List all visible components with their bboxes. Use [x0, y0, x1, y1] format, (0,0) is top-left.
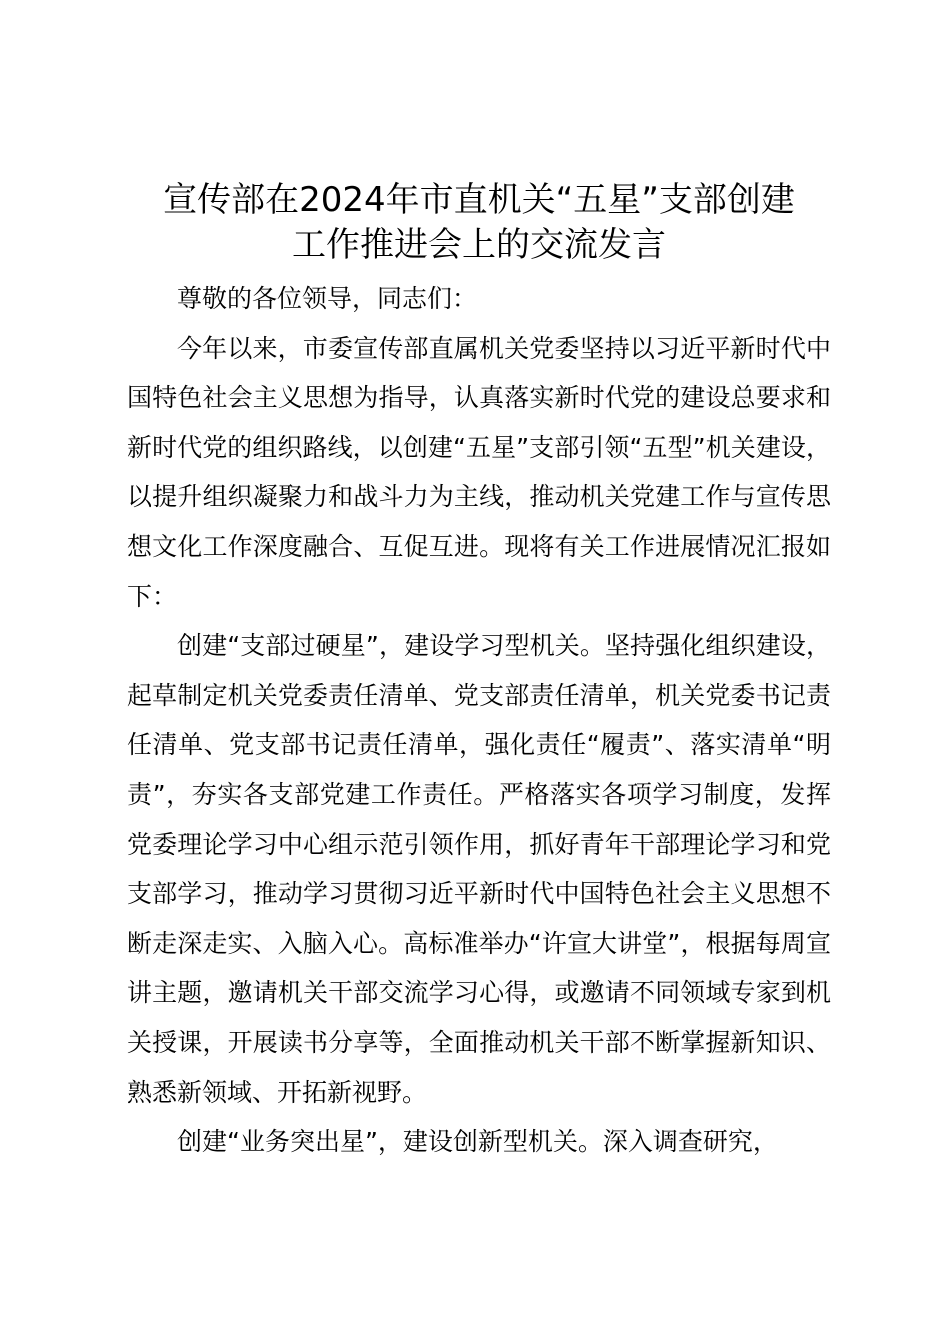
- title-line-2: 工作推进会上的交流发言: [292, 225, 666, 265]
- paragraph-branch-star: 创建“支部过硬星”，建设学习型机关。坚持强化组织建设，起草制定机关党委责任清单、党支部责任清单，机关党委书记责任清单、党支部书记责任清单，强化责任“履责”、落实清单“明责”，夯实各支部党建工作责任。严格落实各项学习制度，发挥党委理论学习中心组示范引领作用，抓好青年干部理论学习和党支部学习，推动学习贯彻习近平新时代中国特色社会主义思想不断走深走实、入脑入心。高标准举办“许宣大讲堂”，根据每周宣讲主题，邀请机关干部交流学习心得，或邀请不同领域专家到机关授课，开展读书分享等，全面推动机关干部不断掌握新知识、熟悉新领域、开拓新视野。: [127, 631, 831, 1107]
- salutation: 尊敬的各位领导，同志们：: [177, 284, 478, 313]
- title-line-1: 宣传部在2024年市直机关“五星”支部创建: [163, 180, 795, 220]
- paragraph-intro: 今年以来，市委宣传部直属机关党委坚持以习近平新时代中国特色社会主义思想为指导，认真落实新时代党的建设总要求和新时代党的组织路线，以创建“五星”支部引领“五型”机关建设，以提升组织凝聚力和战斗力为主线，推动机关党建工作与宣传思想文化工作深度融合、互促互进。现将有关工作进展情况汇报如下：: [127, 333, 831, 611]
- document-body: [127, 274, 831, 1167]
- document-title: [127, 178, 831, 268]
- paragraph-business-star: 创建“业务突出星”，建设创新型机关。深入调查研究，: [177, 1127, 778, 1157]
- document-page: [127, 178, 831, 1167]
